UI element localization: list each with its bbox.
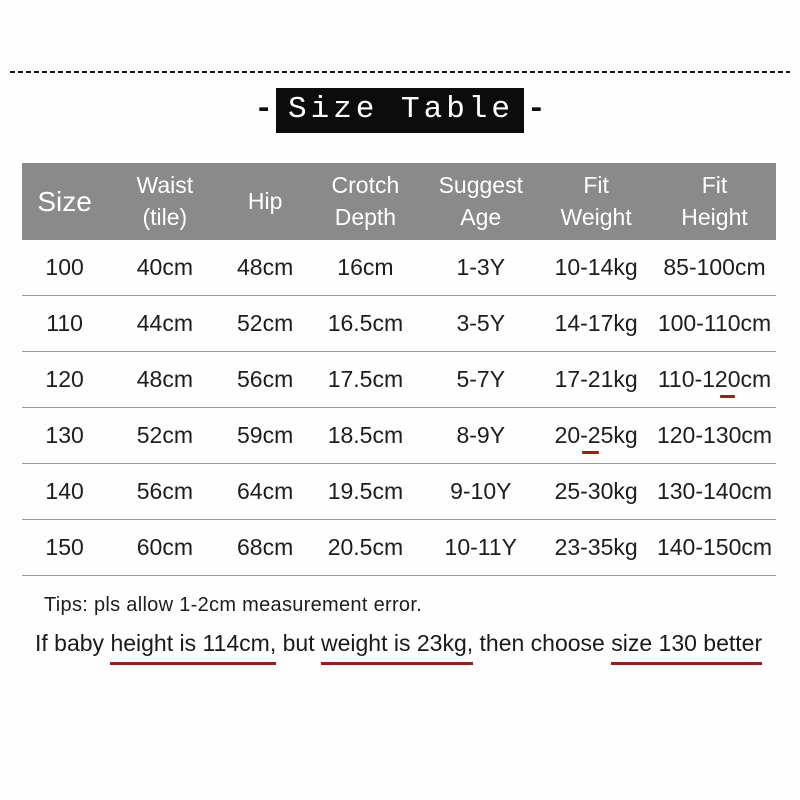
table-row-size-130 (22, 408, 776, 464)
table-cell: 110-120cm (654, 366, 775, 393)
table-cell: 19.5cm (327, 478, 404, 504)
table-cell: 18.5cm (327, 422, 404, 448)
advice-segment-underlined: size 130 better (611, 630, 762, 665)
header-cell-crotch-depth: Crotch Depth (331, 172, 400, 230)
table-row-size-110 (22, 296, 776, 352)
tips-text: Tips: pls allow 1-2cm measurement error. (44, 594, 423, 616)
table-cell: 110 (46, 310, 83, 336)
dashed-divider (10, 71, 790, 73)
table-cell: 120 (45, 366, 84, 392)
table-cell: 60cm (136, 534, 193, 560)
table-cell: 16.5cm (327, 310, 404, 336)
table-cell: 130 (45, 422, 84, 448)
advice-segment-underlined: height is 114cm, (110, 630, 276, 665)
table-cell: 16cm (337, 254, 394, 280)
table-cell: 68cm (237, 534, 294, 560)
table-cell: 56cm (136, 478, 193, 504)
table-cell: 59cm (237, 422, 294, 448)
header-cell-suggest-age: Suggest Age (438, 172, 523, 230)
red-underline-mark (582, 451, 599, 454)
table-cell: 40cm (136, 254, 193, 280)
page-title (0, 88, 800, 133)
table-cell: 10-14kg (554, 254, 638, 280)
table-cell: 17-21kg (554, 366, 638, 392)
table-cell: 25-30kg (554, 478, 638, 504)
table-cell: 20-25kg (538, 422, 653, 449)
table-cell: 52cm (136, 422, 193, 448)
table-row-size-150 (22, 520, 776, 576)
table-cell: 20.5cm (327, 534, 404, 560)
title-text: Size Table (276, 88, 524, 133)
table-row-size-100 (22, 240, 776, 296)
table-cell: 140 (45, 478, 84, 504)
size-table (22, 163, 776, 576)
table-cell: 85-100cm (663, 254, 766, 280)
table-cell: 140-150cm (656, 534, 773, 560)
table-cell: 150 (45, 534, 84, 560)
header-cell-waist: Waist (tile) (136, 172, 194, 230)
table-cell: 8-9Y (456, 422, 506, 448)
table-cell: 23-35kg (554, 534, 638, 560)
title-dash-right: - (527, 92, 546, 127)
table-row-size-120 (22, 352, 776, 408)
table-cell: 14-17kg (554, 310, 638, 336)
table-cell: 120-130cm (656, 422, 773, 448)
table-cell: 100-110cm (657, 310, 772, 336)
table-cell: 5-7Y (456, 366, 506, 392)
table-cell: 9-10Y (450, 478, 512, 504)
table-cell: 130-140cm (656, 478, 773, 504)
table-cell: 48cm (237, 254, 294, 280)
header-cell-hip: Hip (247, 187, 283, 214)
header-cell-size: Size (37, 185, 92, 217)
table-cell: 17.5cm (327, 366, 404, 392)
header-cell-fit-weight: Fit Weight (560, 172, 632, 230)
table-cell: 100 (45, 254, 84, 280)
table-cell: 1-3Y (456, 254, 506, 280)
advice-segment-underlined: weight is 23kg, (321, 630, 473, 665)
advice-segment: If baby (35, 630, 111, 656)
table-header-row (22, 163, 776, 240)
table-row-size-140 (22, 464, 776, 520)
table-cell: 44cm (136, 310, 193, 336)
table-cell: 56cm (237, 366, 294, 392)
table-cell: 10-11Y (444, 534, 517, 560)
red-underline-mark (720, 395, 735, 398)
advice-segment: but (276, 630, 321, 656)
title-dash-left: - (254, 92, 273, 127)
table-cell: 3-5Y (456, 310, 506, 336)
table-cell: 64cm (237, 478, 294, 504)
table-cell: 52cm (237, 310, 294, 336)
table-cell: 48cm (136, 366, 193, 392)
advice-text (35, 630, 762, 665)
advice-segment: then choose (473, 630, 612, 656)
header-cell-fit-height: Fit Height (681, 172, 748, 230)
